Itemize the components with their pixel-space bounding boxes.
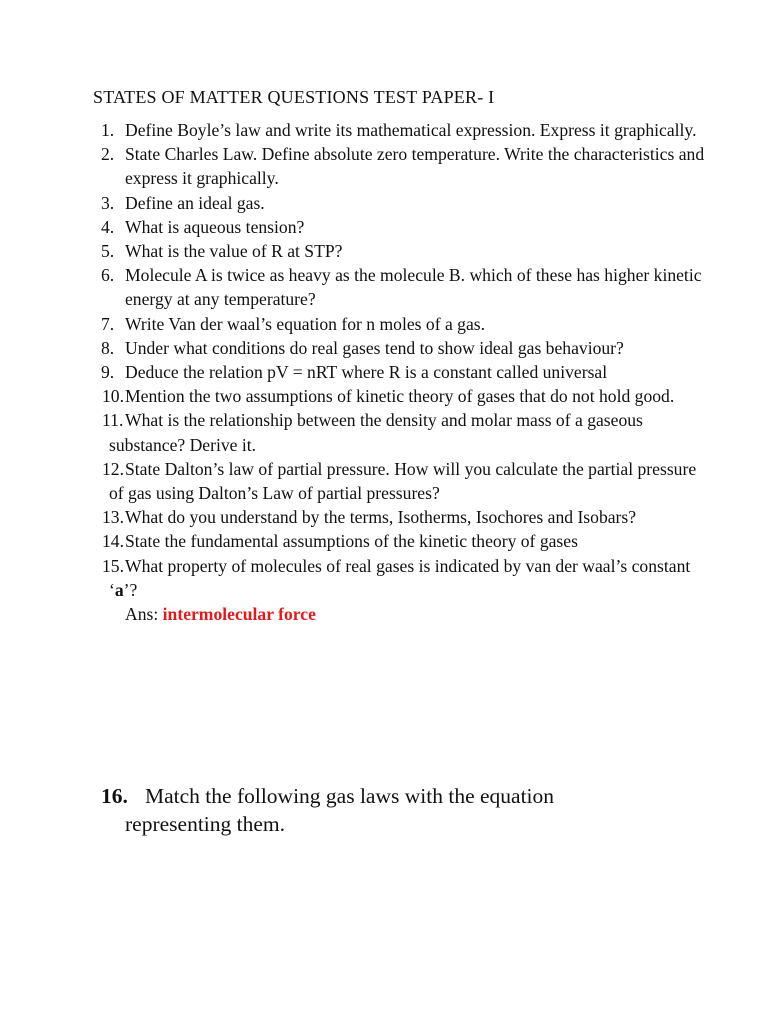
question-text: What is the relationship between the density and molar mass of a gaseous substance? Derive it. [109, 410, 643, 455]
question-11 [0, 408, 768, 456]
question-text: State the fundamental assumptions of the kinetic theory of gases [125, 531, 578, 552]
question-3 [0, 191, 768, 215]
question-text: Define Boyle’s law and write its mathematical expression. Express it graphically. [125, 120, 697, 140]
question-number: 12. [102, 458, 124, 479]
question-16 [0, 782, 768, 838]
question-12 [0, 457, 768, 505]
question-number: 8. [101, 337, 115, 358]
answer-label: Ans: [125, 604, 159, 625]
question-13 [0, 505, 768, 529]
question-text: What is aqueous tension? [125, 216, 305, 237]
question-number: 6. [101, 265, 115, 286]
question-9 [0, 360, 768, 384]
question-6 [0, 263, 768, 311]
question-number: 7. [101, 313, 115, 334]
question-8 [0, 336, 768, 360]
question-text: Under what conditions do real gases tend to show ideal gas behaviour? [125, 337, 624, 358]
question-4 [0, 215, 768, 239]
question-number: 10. [102, 386, 124, 407]
question-number: 1. [101, 120, 115, 140]
question-number: 2. [101, 144, 115, 165]
question-text: Deduce the relation pV = nRT where R is a constant called universal [125, 362, 608, 383]
question-5 [0, 239, 768, 263]
question-number: 11. [102, 410, 124, 431]
constant-symbol: a [114, 579, 124, 600]
question-text: Match the following gas laws with the equation representing them. [125, 784, 555, 836]
question-number: 9. [101, 362, 115, 383]
question-1 [0, 118, 768, 142]
question-text-part: ’? [123, 579, 138, 600]
question-7 [0, 312, 768, 336]
question-text [109, 554, 708, 602]
question-list [0, 118, 768, 626]
answer-line [0, 602, 768, 626]
question-text: What is the value of R at STP? [125, 241, 343, 262]
question-number: 14. [102, 531, 124, 552]
question-text-part: What property of molecules of real gases is indicated by van der waal’s constant ‘ [109, 555, 691, 600]
question-number: 13. [102, 507, 124, 528]
question-number: 16. [101, 784, 128, 808]
question-text: Molecule A is twice as heavy as the molecule B. which of these has higher kinetic energy at any temperature? [125, 265, 702, 310]
question-number: 15. [102, 555, 124, 576]
question-text: What do you understand by the terms, Isotherms, Isochores and Isobars? [125, 507, 637, 528]
question-10 [0, 384, 768, 408]
question-14 [0, 529, 768, 553]
question-text: Mention the two assumptions of kinetic theory of gases that do not hold good. [125, 386, 675, 407]
question-text: Write Van der waal’s equation for n moles of a gas. [125, 313, 486, 334]
page-title: STATES OF MATTER QUESTIONS TEST PAPER- I [93, 87, 495, 107]
question-text: Define an ideal gas. [125, 192, 265, 213]
question-number: 3. [101, 192, 115, 213]
question-number: 4. [101, 216, 115, 237]
question-text: State Dalton’s law of partial pressure. How will you calculate the partial pressure of gas using Dalton’s Law of partial pressures? [109, 458, 697, 504]
question-15 [0, 554, 768, 602]
question-text: State Charles Law. Define absolute zero temperature. Write the characteristics and express it graphically. [125, 144, 705, 189]
answer-value: intermolecular force [162, 604, 316, 625]
question-2 [0, 142, 768, 190]
question-number: 5. [101, 241, 115, 262]
